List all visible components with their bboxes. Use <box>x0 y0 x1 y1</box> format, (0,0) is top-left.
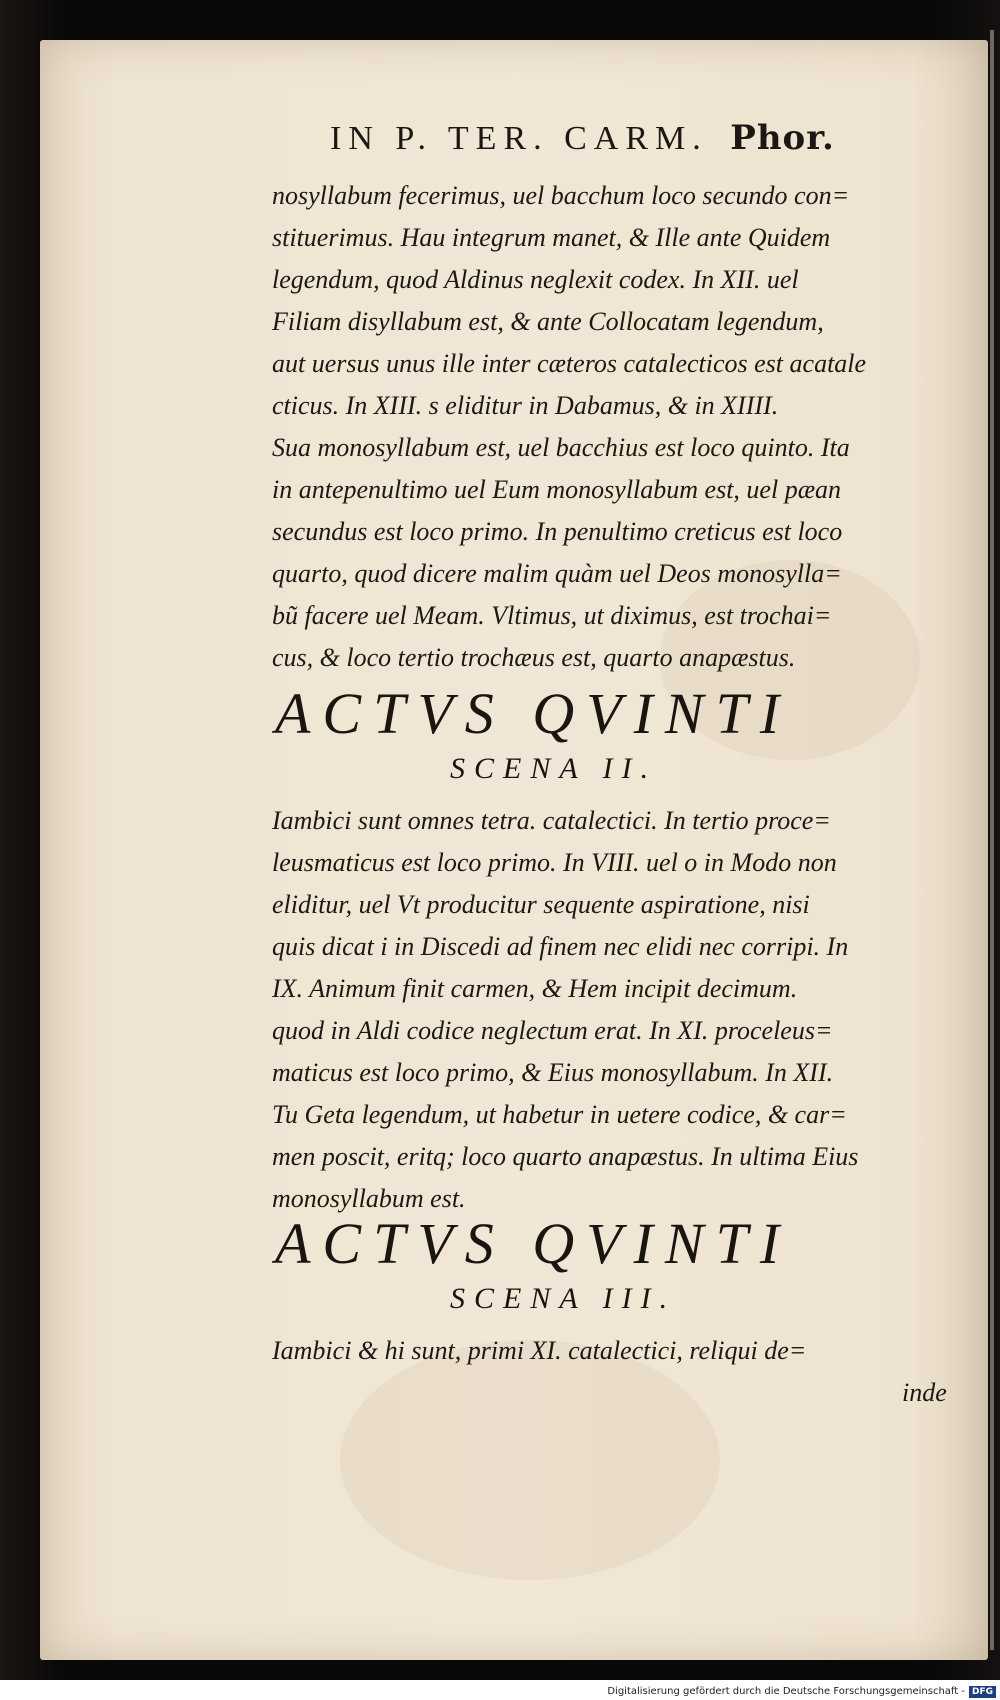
text-line: cus, & loco tertio trochæus est, quarto anapæstus. <box>272 643 796 672</box>
dfg-logo: DFG <box>969 1686 996 1698</box>
page-edge <box>990 30 994 1650</box>
scene-heading-1: SCENA II. <box>450 752 658 785</box>
text-line: quis dicat i in Discedi ad finem nec elidi nec corripi. In <box>272 932 849 961</box>
scene-heading-2: SCENA III. <box>450 1282 677 1315</box>
text-line: legendum, quod Aldinus neglexit codex. In XII. uel <box>272 265 799 294</box>
text-line: quarto, quod dicere malim quàm uel Deos monosylla= <box>272 559 842 588</box>
text-line: nosyllabum fecerimus, uel bacchum loco secundo con= <box>272 181 850 210</box>
text-line: maticus est loco primo, & Eius monosyllabum. In XII. <box>272 1058 834 1087</box>
text-block-2 <box>272 800 972 1220</box>
text-line: Iambici & hi sunt, primi XI. catalectici, reliqui de= <box>272 1336 807 1365</box>
running-head-play: Phor. <box>730 118 835 158</box>
digitization-credit <box>600 1683 1000 1700</box>
text-line: Iambici sunt omnes tetra. catalectici. In tertio proce= <box>272 806 831 835</box>
text-line: aut uersus unus ille inter cæteros catalecticos est acatale <box>272 349 867 378</box>
running-head <box>330 118 930 158</box>
credit-text: Digitalisierung gefördert durch die Deutsche Forschungsgemeinschaft - <box>607 1686 965 1697</box>
text-block-3 <box>272 1330 972 1414</box>
text-line: bũ facere uel Meam. Vltimus, ut diximus, est trochai= <box>272 601 832 630</box>
text-line: in antepenultimo uel Eum monosyllabum est, uel pæan <box>272 475 842 504</box>
act-heading-2: ACTVS QVINTI <box>275 1211 792 1276</box>
text-line: stituerimus. Hau integrum manet, & Ille ante Quidem <box>272 223 831 252</box>
text-line: quod in Aldi codice neglectum erat. In XI. proceleus= <box>272 1016 833 1045</box>
catchword: inde <box>902 1378 947 1407</box>
text-line: Tu Geta legendum, ut habetur in uetere codice, & car= <box>272 1100 847 1129</box>
act-heading-1: ACTVS QVINTI <box>275 681 792 746</box>
text-block-1 <box>272 175 972 679</box>
text-line: eliditur, uel Vt producitur sequente aspiratione, nisi <box>272 890 810 919</box>
text-line: Filiam disyllabum est, & ante Collocatam legendum, <box>272 307 824 336</box>
running-head-title: IN P. TER. CARM. <box>330 120 708 157</box>
text-line: monosyllabum est. <box>272 1184 466 1213</box>
text-line: cticus. In XIII. s eliditur in Dabamus, & in XIIII. <box>272 391 779 420</box>
text-line: IX. Animum finit carmen, & Hem incipit decimum. <box>272 974 798 1003</box>
text-line: Sua monosyllabum est, uel bacchius est loco quinto. Ita <box>272 433 850 462</box>
text-line: men poscit, eritq; loco quarto anapæstus. In ultima Eius <box>272 1142 859 1171</box>
text-line: secundus est loco primo. In penultimo creticus est loco <box>272 517 843 546</box>
text-line: leusmaticus est loco primo. In VIII. uel o in Modo non <box>272 848 837 877</box>
